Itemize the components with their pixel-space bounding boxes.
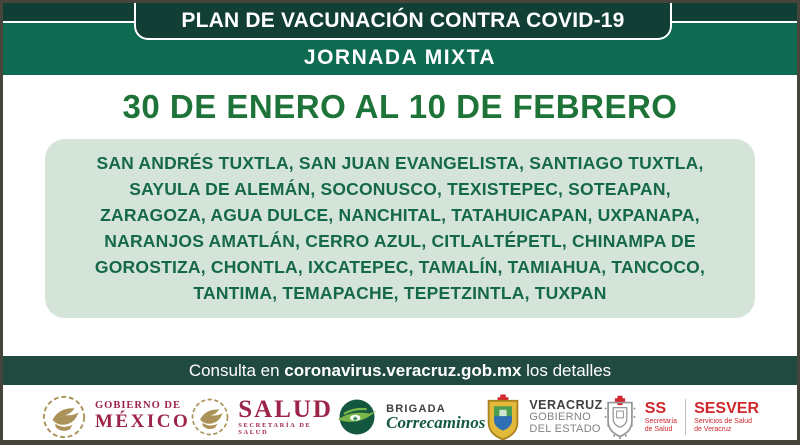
- veracruz-line2: GOBIERNO: [529, 411, 592, 423]
- eagle-emblem-icon: [190, 397, 230, 437]
- brigada-line2: Correcaminos: [386, 412, 486, 432]
- vertical-divider: [685, 399, 686, 435]
- gobierno-line1: GOBIERNO DE: [95, 400, 181, 411]
- consulta-suffix: los detalles: [521, 360, 612, 380]
- consulta-prefix: Consulta en: [188, 360, 285, 380]
- ss-sub1: Secretaría: [644, 417, 678, 425]
- municipality-line: TANTIMA, TEMAPACHE, TEPETZINTLA, TUXPAN: [193, 283, 607, 303]
- ss-sub2: de Salud: [644, 425, 673, 433]
- logo-salud: [190, 397, 336, 437]
- salud-title: SALUD: [238, 395, 333, 423]
- gobierno-mexico-wordmark: [95, 400, 190, 433]
- logo-gobierno-mexico: [41, 394, 190, 440]
- veracruz-wordmark: [529, 398, 602, 435]
- brigada-line1: BRIGADA: [386, 402, 446, 415]
- footer-logos: [3, 385, 797, 445]
- municipality-line: SAYULA DE ALEMÁN, SOCONUSCO, TEXISTEPEC, SOTEAPAN,: [129, 179, 671, 199]
- municipality-line: ZARAGOZA, AGUA DULCE, NANCHITAL, TATAHUICAPAN, UXPANAPA,: [100, 205, 700, 225]
- ss-wordmark: [645, 400, 677, 434]
- logo-ss-sesver: [603, 394, 759, 440]
- consulta-bar: [3, 356, 797, 385]
- sesver-wordmark: [694, 400, 759, 434]
- salud-wordmark: [238, 395, 336, 436]
- header-title-tab: [134, 3, 672, 40]
- municipality-list-box: [45, 139, 755, 318]
- header-banner: [3, 3, 797, 75]
- municipality-line: GOROSTIZA, CHONTLA, IXCATEPEC, TAMALÍN, TAMIAHUA, TANCOCO,: [94, 257, 706, 277]
- veracruz-shield-icon: [485, 393, 521, 441]
- eagle-emblem-icon: [41, 394, 87, 440]
- header-subtitle: JORNADA MIXTA: [303, 46, 497, 69]
- roadrunner-bird-icon: [336, 396, 378, 438]
- municipality-line: NARANJOS AMATLÁN, CERRO AZUL, CITLALTÉPETL, CHINAMPA DE: [104, 231, 696, 251]
- sesver-sub1: Servicios de Salud: [694, 417, 753, 425]
- consulta-url: coronavirus.veracruz.gob.mx: [284, 360, 522, 380]
- sesver-abbr: SESVER: [694, 399, 759, 417]
- gobierno-line2: MÉXICO: [95, 411, 191, 432]
- header-title: PLAN DE VACUNACIÓN: [181, 8, 424, 32]
- ss-shield-icon: [603, 394, 637, 440]
- logo-brigada-correcaminos: [336, 396, 485, 438]
- header-title-emphasis: CONTRA COVID-19: [429, 8, 625, 32]
- date-range-title: 30 DE ENERO AL 10 DE FEBRERO: [122, 88, 678, 125]
- sesver-sub2: de Veracruz: [694, 425, 732, 433]
- veracruz-line3: DEL ESTADO: [529, 422, 601, 435]
- logo-veracruz-estado: [485, 393, 602, 441]
- ss-abbr: SS: [644, 399, 667, 417]
- veracruz-line1: VERACRUZ: [529, 398, 603, 412]
- salud-subtitle: SECRETARÍA DE SALUD: [238, 421, 312, 436]
- brigada-wordmark: [386, 403, 485, 431]
- municipality-line: SAN ANDRÉS TUXTLA, SAN JUAN EVANGELISTA, SANTIAGO TUXTLA,: [96, 153, 704, 173]
- main-content: [3, 75, 797, 356]
